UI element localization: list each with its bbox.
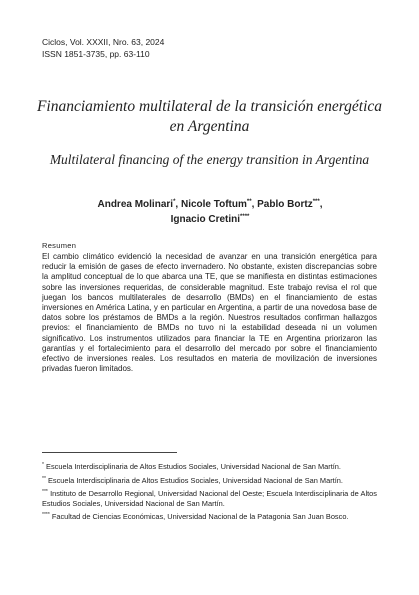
author-item — [171, 214, 250, 225]
title-english: Multilateral financing of the energy transition in Argentina — [49, 152, 370, 167]
author-item — [97, 199, 180, 210]
footnote-mark: * — [42, 462, 44, 468]
footnote-rule — [42, 452, 177, 453]
author-name: Ignacio Cretini — [170, 214, 241, 225]
footnote-text: Escuela Interdisciplinaria de Altos Estudios Sociales, Universidad Nacional de San Martín. — [46, 462, 341, 471]
footnotes — [42, 461, 377, 525]
author-list — [60, 196, 360, 226]
footnote-text: Instituto de Desarrollo Regional, Universidad Nacional del Oeste; Escuela Interdisciplinaria de Altos Estudios Sociales, Universidad Nacional de San Martín. — [42, 489, 377, 508]
title-spanish: Financiamiento multilateral de la transición energética en Argentina — [36, 98, 383, 135]
author-name: Pablo Bortz — [257, 199, 313, 210]
author-separator: , — [251, 199, 258, 210]
footnote-text: Escuela Interdisciplinaria de Altos Estudios Sociales, Universidad Nacional de San Martín. — [47, 475, 343, 485]
footnote-text: Facultad de Ciencias Económicas, Universidad Nacional de la Patagonia San Juan Bosco. — [51, 512, 349, 522]
footnote — [42, 511, 377, 522]
author-separator: , — [175, 199, 181, 210]
footnote-mark: ** — [42, 475, 46, 482]
issn-line: ISSN 1851-3735, pp. 63-110 — [42, 49, 150, 59]
author-name: Nicole Toftum — [180, 199, 247, 210]
author-mark: **** — [240, 214, 250, 220]
author-name: Andrea Molinari — [97, 199, 174, 210]
abstract-heading: Resumen — [42, 241, 77, 250]
author-mark: *** — [312, 199, 320, 205]
journal-header — [42, 36, 164, 60]
footnote-mark: *** — [42, 489, 48, 496]
author-separator: , — [319, 199, 323, 210]
footnote-mark: **** — [42, 512, 50, 519]
footnote — [42, 488, 377, 508]
abstract-text: El cambio climático evidenció la necesidad de avanzar en una transición energética para reducir la emisión de gases de efecto invernadero. No obstante, existen discrepancias sobre la amplitud conceptual de lo que abarca una TE, que se manifiesta en distintas estimaciones sobre las inversiones requeridas, de considerable magnitud. Este trabajo revisa el rol que juegan los bancos multilaterales de desarrollo (BMDs) en el financiamiento de estas inversiones en América Latina, y en particular en Argentina, a partir de una novedosa base de datos sobre los préstamos de BMDs a la región. Nuestros resultados confirman hallazgos previos: el financiamiento de BMDs no tuvo ni la estabilidad deseada ni un volumen significativo. Los instrumentos utilizados para financiar la TE en Argentina priorizaron las garantías y el fortalecimiento para el desarrollo del mercado por sobre el financiamiento efectivo de inversiones reales. Los resultados en materia de movilización de inversiones privadas fueron limitados. — [42, 252, 377, 374]
author-mark: * — [173, 199, 176, 205]
author-item — [257, 199, 322, 210]
footnote — [42, 475, 377, 486]
journal-citation: Ciclos, Vol. XXXII, Nro. 63, 2024 — [42, 37, 165, 47]
author-item — [181, 199, 257, 210]
author-mark: ** — [246, 199, 252, 205]
footnote — [42, 461, 377, 472]
